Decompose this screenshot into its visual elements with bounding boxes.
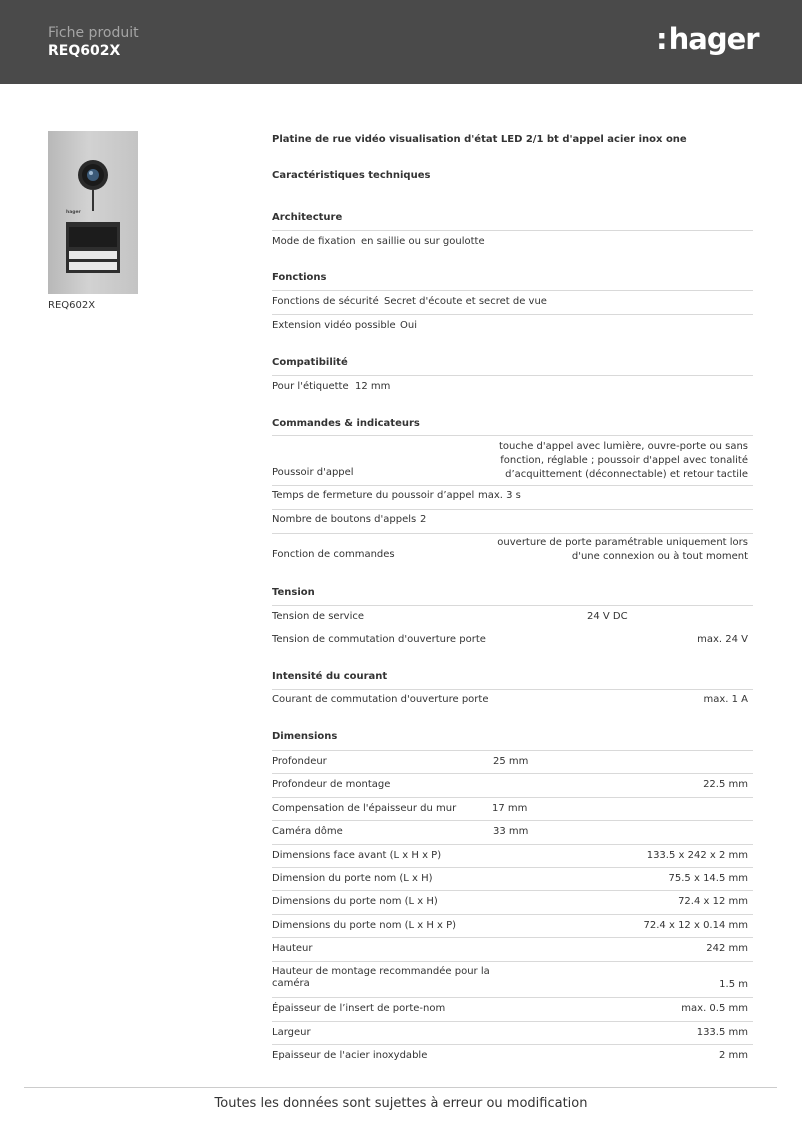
spec-value: Oui [400,320,417,331]
spec-label: Courant de commutation d'ouverture porte [272,694,489,705]
spec-row [272,1021,753,1045]
spec-label: Tension de service [272,611,365,622]
spec-value: 133.5 x 242 x 2 mm [646,850,748,861]
spec-label: Extension vidéo possible [272,320,396,331]
spec-row [272,773,753,797]
spec-label: Epaisseur de l'acier inoxydable [272,1050,428,1061]
spec-row [272,230,753,254]
spec-value: 24 V DC [587,611,628,622]
spec-row [272,485,753,509]
spec-label: Dimensions du porte nom (L x H) [272,896,438,907]
page-header [0,0,802,84]
hager-logo: :hager [656,22,759,56]
header-kicker: Fiche produit [48,25,139,41]
spec-row [272,314,753,338]
spec-row [272,937,753,961]
spec-label: Dimension du porte nom (L x H) [272,873,433,884]
spec-row [272,509,753,533]
spec-label: Temps de fermeture du poussoir d’appel [272,490,475,501]
section-heading-tension: Tension [272,587,315,598]
spec-row [272,750,753,773]
section-heading-architecture: Architecture [272,212,343,223]
spec-label: Mode de fixation [272,236,356,247]
section-heading-commandes: Commandes & indicateurs [272,418,420,429]
spec-label: Pour l'étiquette [272,381,349,392]
spec-value: max. 24 V [697,634,748,645]
spec-label: Poussoir d'appel [272,467,354,478]
spec-value: 33 mm [493,826,529,837]
spec-label: Dimensions face avant (L x H x P) [272,850,442,861]
spec-row [272,890,753,914]
spec-value: max. 3 s [478,490,521,501]
svg-text:hager: hager [66,210,81,215]
spec-value: 72.4 x 12 x 0.14 mm [643,920,748,931]
header-reference: REQ602X [48,43,121,59]
spec-label: Fonctions de sécurité [272,296,379,307]
spec-value-multiline: touche d'appel avec lumière, ouvre-porte ou sans fonction, réglable ; poussoir d'appel avec tonalité d’acquittement (déconnectable) et retour tactile [498,441,748,480]
specs-heading: Caractéristiques techniques [272,170,431,181]
product-title: Platine de rue vidéo visualisation d'état LED 2/1 bt d'appel acier inox one [272,134,687,145]
spec-row [272,375,753,399]
spec-label: Nombre de boutons d'appels [272,514,417,525]
spec-value: 75.5 x 14.5 mm [668,873,748,884]
spec-value: 2 mm [718,1050,748,1061]
section-heading-dimensions: Dimensions [272,731,338,742]
section-heading-intensite: Intensité du courant [272,671,388,682]
spec-value: Secret d'écoute et secret de vue [384,296,547,307]
product-image-caption: REQ602X [48,300,96,311]
spec-label: Tension de commutation d'ouverture porte [272,634,486,645]
spec-label: Épaisseur de l’insert de porte-nom [272,1003,446,1014]
spec-value-multiline: ouverture de porte paramétrable uniquement lors d'une connexion ou à tout moment [497,537,748,562]
spec-row [272,961,753,998]
spec-row [272,797,753,820]
spec-row [272,914,753,938]
section-heading-fonctions: Fonctions [272,272,327,283]
spec-value: 72.4 x 12 mm [678,896,748,907]
spec-label: Fonction de commandes [272,549,395,560]
door-station-illustration [48,131,138,294]
spec-row [272,605,753,629]
spec-value: 25 mm [493,756,529,767]
footer-disclaimer: Toutes les données sont sujettes à erreur ou modification [214,1096,588,1111]
spec-row [272,629,753,653]
spec-value: 17 mm [492,803,528,814]
spec-value: 2 [420,514,427,525]
spec-label: Largeur [272,1027,311,1038]
spec-value: en saillie ou sur goulotte [361,236,485,247]
spec-row [272,689,753,713]
spec-label: Caméra dôme [272,826,343,837]
spec-row [272,533,753,570]
spec-label: Dimensions du porte nom (L x H x P) [272,920,457,931]
spec-label: Hauteur [272,943,313,954]
spec-value: max. 1 A [703,694,748,705]
spec-value: 1.5 m [719,979,748,990]
spec-value: 242 mm [706,943,748,954]
spec-value: max. 0.5 mm [681,1003,748,1014]
spec-value: 133.5 mm [696,1027,748,1038]
spec-row [272,867,753,891]
section-heading-compatibilite: Compatibilité [272,357,348,368]
spec-label: Profondeur [272,756,327,767]
spec-label-multiline: Hauteur de montage recommandée pour la caméra [272,966,490,989]
spec-row [272,435,753,485]
footer-divider [24,1087,777,1088]
spec-label: Compensation de l'épaisseur du mur [272,803,457,814]
product-image [48,131,138,294]
spec-row [272,290,753,314]
spec-row [272,997,753,1021]
spec-row [272,844,753,868]
spec-value: 12 mm [355,381,391,392]
spec-row [272,1044,753,1068]
spec-value: 22.5 mm [703,779,748,790]
spec-row [272,820,753,844]
spec-label: Profondeur de montage [272,779,391,790]
